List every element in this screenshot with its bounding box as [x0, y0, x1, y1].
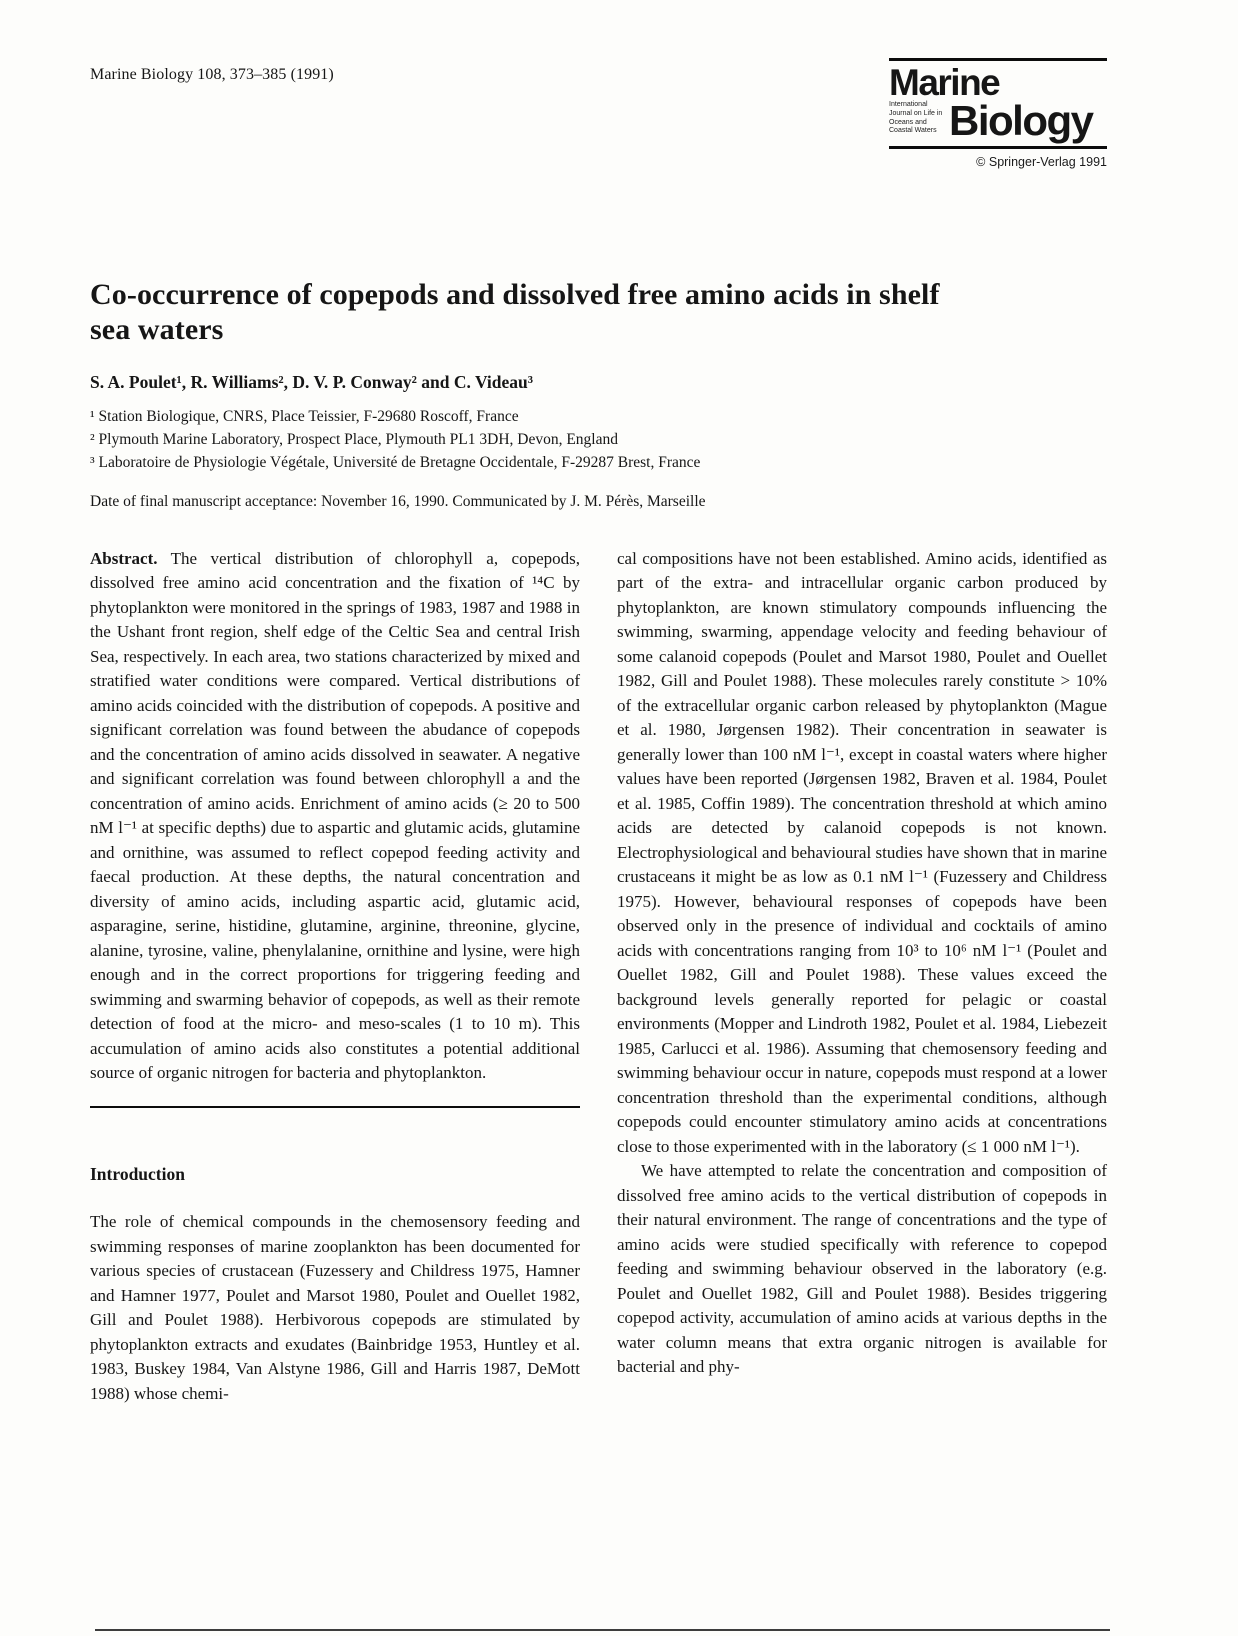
publisher-copyright: © Springer-Verlag 1991	[976, 155, 1107, 169]
abstract-label: Abstract.	[90, 548, 158, 568]
logo-biology-text: Biology	[949, 97, 1093, 145]
acceptance-note: Date of final manuscript acceptance: November 16, 1990. Communicated by J. M. Pérès, Marseille	[90, 492, 706, 510]
introduction-heading: Introduction	[90, 1163, 185, 1184]
logo-row	[889, 97, 1107, 145]
logo-top-rule	[889, 58, 1107, 61]
logo-marine-text: Marine	[889, 62, 1000, 103]
page-header	[90, 58, 1107, 169]
journal-reference: Marine Biology 108, 373–385 (1991)	[90, 66, 334, 83]
journal-logo	[889, 58, 1107, 169]
abstract	[90, 547, 580, 1086]
left-column	[90, 547, 580, 1407]
section-divider-rule	[90, 1106, 580, 1108]
affiliation-2: ² Plymouth Marine Laboratory, Prospect Place, Plymouth PL1 3DH, Devon, England	[90, 431, 618, 449]
logo-bottom-rule	[889, 146, 1107, 149]
abstract-text: The vertical distribution of chlorophyll a, copepods, dissolved free amino acid concentration and the fixation of ¹⁴C by phytoplankton were monitored in the springs of 1983, 1987 and 1988 in the Ushant front region, shelf edge of the Celtic Sea and central Irish Sea, respectively. In each area, two stations characterized by mixed and stratified water conditions were compared. Vertical distributions of amino acids coincided with the distribution of copepods. A positive and significant correlation was found between the abudance of copepods and the concentration of amino acids dissolved in seawater. A negative and significant correlation was found between chlorophyll a and the concentration of amino acids. Enrichment of amino acids (≥ 20 to 500 nM l⁻¹ at specific depths) due to aspartic and glutamic acids, glutamine and ornithine, was assumed to reflect copepod feeding activity and faecal production. At these depths, the natural concentration and diversity of amino acids, including aspartic acid, glutamic acid, asparagine, serine, histidine, glutamine, arginine, threonine, glycine, alanine, tyrosine, valine, phenylalanine, ornithine and lysine, were high enough and in the correct proportions for triggering feeding and swimming and swarming behavior of copepods, as well as their remote detection of food at the micro- and meso-scales (1 to 10 m). This accumulation of amino acids also constitutes a potential additional source of organic nitrogen for bacteria and phytoplankton.	[90, 548, 580, 1083]
page-bottom-scan-line	[95, 1629, 1110, 1631]
right-column-paragraph-1: cal compositions have not been established. Amino acids, identified as part of the extra- and intracellular organic carbon produced by phytoplankton, are known stimulatory compounds influencing the swimming, swarming, appendage velocity and feeding behaviour of some calanoid copepods (Poulet and Marsot 1980, Poulet and Ouellet 1982, Gill and Poulet 1988). These molecules rarely constitute > 10% of the extracellular organic carbon released by phytoplankton (Mague et al. 1980, Jørgensen 1982). Their concentration in seawater is generally lower than 100 nM l⁻¹, except in coastal waters where higher values have been reported (Jørgensen 1982, Braven et al. 1984, Poulet et al. 1985, Coffin 1989). The concentration threshold at which amino acids are detected by calanoid copepods is not known. Electrophysiological and behavioural studies have shown that in marine crustaceans it might be as low as 0.1 nM l⁻¹ (Fuzessery and Childress 1975). However, behavioural responses of copepods have been observed only in the presence of individual and cocktails of amino acids with concentrations ranging from 10³ to 10⁶ nM l⁻¹ (Poulet and Ouellet 1982, Gill and Poulet 1988). These values exceed the background levels generally reported for pelagic or coastal environments (Mopper and Lindroth 1982, Poulet et al. 1984, Liebezeit 1985, Carlucci et al. 1986). Assuming that chemosensory feeding and swimming behaviour occur in nature, copepods must respond at a lower concentration threshold than the experimental conditions, although copepods could encounter stimulatory amino acids at concentrations close to those experimented with in the laboratory (≤ 1 000 nM l⁻¹).	[617, 548, 1107, 1156]
affiliation-3: ³ Laboratoire de Physiologie Végétale, Université de Bretagne Occidentale, F-29287 Brest, France	[90, 454, 701, 472]
affiliations	[90, 405, 1107, 475]
right-column-paragraph-2: We have attempted to relate the concentration and composition of dissolved free amino acids to the vertical distribution of copepods in their natural environment. The range of concentrations and the type of amino acids were studied specifically with reference to copepod feeding and swimming behaviour observed in the laboratory (e.g. Poulet and Ouellet 1982, Gill and Poulet 1988). Besides triggering copepod activity, accumulation of amino acids at various depths in the water column means that extra organic nitrogen is available for bacterial and phy-	[617, 1161, 1107, 1377]
right-column	[617, 547, 1107, 1407]
logo-tagline: International Journal on Life in Oceans and Coastal Waters	[889, 101, 943, 135]
author-line: S. A. Poulet¹, R. Williams², D. V. P. Conway² and C. Videau³	[90, 371, 534, 392]
two-column-body	[90, 547, 1107, 1407]
introduction-paragraph: The role of chemical compounds in the chemosensory feeding and swimming responses of marine zooplankton has been documented for various species of crustacean (Fuzessery and Childress 1975, Hamner and Hamner 1977, Poulet and Marsot 1980, Poulet and Ouellet 1982, Gill and Poulet 1988). Herbivorous copepods are stimulated by phytoplankton extracts and exudates (Bainbridge 1953, Huntley et al. 1983, Buskey 1984, Van Alstyne 1986, Gill and Harris 1987, DeMott 1988) whose chemi-	[90, 1212, 580, 1403]
affiliation-1: ¹ Station Biologique, CNRS, Place Teissier, F-29680 Roscoff, France	[90, 407, 519, 425]
article-title: Co-occurrence of copepods and dissolved free amino acids in shelf sea waters	[90, 278, 940, 347]
